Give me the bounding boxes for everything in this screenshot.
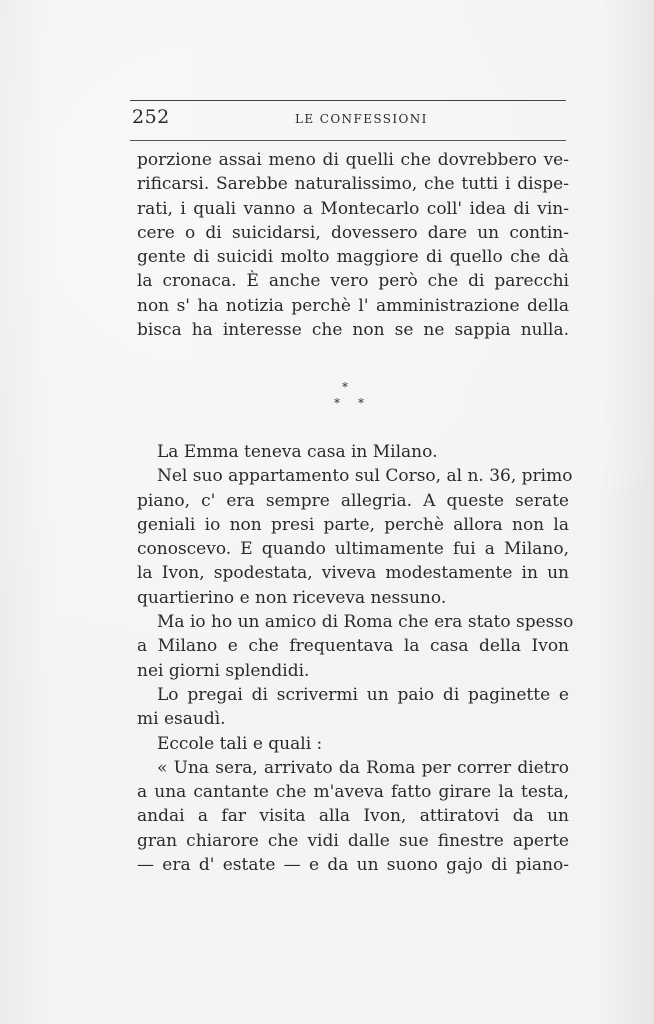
header-rule-bottom <box>130 140 566 141</box>
text-line: bisca ha interesse che non se ne sappia nulla. <box>137 320 569 341</box>
text-line: nei giorni splendidi. <box>137 660 310 681</box>
text-line: — era d' estate — e da un suono gajo di piano- <box>137 855 569 876</box>
running-title: LE CONFESSIONI <box>295 112 428 126</box>
section-separator-asterism <box>330 380 370 414</box>
page-header <box>130 104 566 134</box>
text-line: piano, c' era sempre allegria. A queste serate <box>137 490 569 511</box>
text-line: gente di suicidi molto maggiore di quello che dà <box>137 247 569 268</box>
text-line: quartierino e non riceveva nessuno. <box>137 587 447 608</box>
text-line: porzione assai meno di quelli che dovrebbero ve- <box>137 150 569 170</box>
asterisk-mark: * <box>342 380 348 394</box>
text-line: geniali io non presi parte, perchè allora non la <box>137 514 569 535</box>
text-line: la Ivon, spodestata, viveva modestamente in un <box>137 563 569 584</box>
text-line: a una cantante che m'aveva fatto girare la testa, <box>137 782 569 803</box>
text-line: la cronaca. È anche vero però che di parecchi <box>137 271 569 292</box>
text-line: mi esaudì. <box>137 709 226 730</box>
text-line: cere o di suicidarsi, dovessero dare un contin- <box>137 222 569 243</box>
section-body <box>137 440 574 877</box>
text-line: andai a far visita alla Ivon, attiratovi da un <box>137 806 569 827</box>
text-line: non s' ha notizia perchè l' amministrazione della <box>137 295 569 316</box>
text-line: « Una sera, arrivato da Roma per correr dietro <box>157 757 569 778</box>
text-line: Ma io ho un amico di Roma che era stato spesso <box>157 612 574 633</box>
asterisk-mark: * <box>334 396 340 410</box>
text-line: La Emma teneva casa in Milano. <box>157 442 438 462</box>
text-line: Eccole tali e quali : <box>157 733 323 754</box>
text-line: gran chiarore che vidi dalle sue finestre aperte <box>137 830 569 851</box>
text-line: a Milano e che frequentava la casa della Ivon <box>137 636 569 657</box>
text-line: rificarsi. Sarebbe naturalissimo, che tutti i dispe- <box>137 174 569 195</box>
text-line: rati, i quali vanno a Montecarlo coll' idea di vin- <box>137 198 569 219</box>
text-line: Lo pregai di scrivermi un paio di paginette e <box>157 684 569 705</box>
page-number: 252 <box>132 106 170 128</box>
asterisk-mark: * <box>358 396 364 410</box>
text-line: conoscevo. E quando ultimamente fui a Milano, <box>137 539 569 560</box>
header-rule-top <box>130 100 566 101</box>
text-line: Nel suo appartamento sul Corso, al n. 36, primo <box>157 466 573 487</box>
paragraph-continuation <box>137 148 569 342</box>
